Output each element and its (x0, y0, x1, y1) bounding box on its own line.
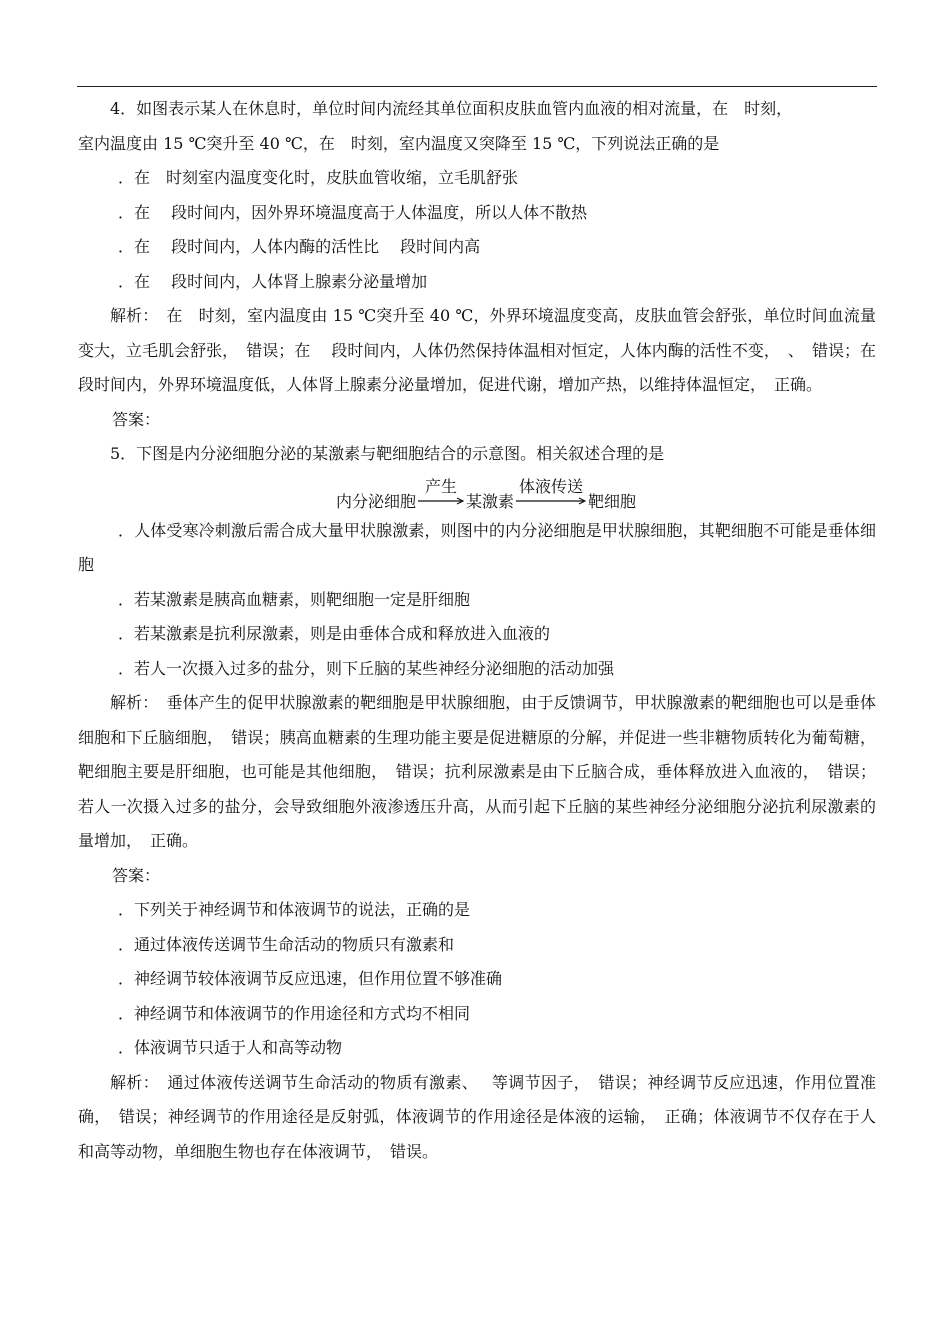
arrow-right-icon (418, 497, 464, 505)
header-rule (77, 86, 877, 87)
q4-option-a: ．在 时刻室内温度变化时，皮肤血管收缩，立毛肌舒张 (118, 168, 519, 187)
q6-stem: ．下列关于神经调节和体液调节的说法，正确的是 (118, 900, 471, 919)
flow-node-target-cell: 靶细胞 (588, 491, 637, 511)
flow-arrow-transport (516, 478, 586, 514)
q4-answer: 答案： (112, 409, 161, 429)
flow-node-endocrine-cell: 内分泌细胞 (336, 491, 417, 511)
q5-option-b: ．若某激素是胰高血糖素，则靶细胞一定是肝细胞 (118, 589, 471, 609)
q6-analysis: 解析： 通过体液传送调节生命活动的物质有激素、 等调节因子， 错误；神经调节反应迅速，作用位置准确， 错误；神经调节的作用途径是反射弧，体液调节的作用途径是体液的运输， 正确；体液调节不仅存在于人和高等动物，单细胞生物也存在体液调节， 错误。 (78, 1072, 876, 1161)
q5-option-d: ．若人一次摄入过多的盐分，则下丘脑的某些神经分泌细胞的活动加强 (118, 658, 615, 678)
q4-stem-line1: 4．如图表示某人在休息时，单位时间内流经其单位面积皮肤血管内血液的相对流量，在 时刻， (110, 99, 793, 118)
flow-node-hormone: 某激素 (466, 491, 515, 511)
q5-stem: 5．下图是内分泌细胞分泌的某激素与靶细胞结合的示意图。相关叙述合理的是 (110, 444, 665, 463)
q4-analysis: 解析： 在 时刻，室内温度由 15 ℃突升至 40 ℃，外界环境温度变高，皮肤血管会舒张，单位时间血流量变大，立毛肌会舒张， 错误；在 段时间内，人体仍然保持体温相对恒定，人体内酶的活性不变， 、 错误；在 段时间内，外界环境温度低，人体肾上腺素分泌量增加，促进代谢，增加产热，以维持体温恒定， 正确。 (78, 306, 898, 394)
q5-flow-diagram (78, 472, 876, 514)
q4-option-c: ．在 段时间内，人体内酶的活性比 段时间内高 (118, 237, 481, 256)
flow-arrow-produce-label: 产生 (424, 476, 457, 496)
q4-option-d: ．在 段时间内，人体肾上腺素分泌量增加 (118, 271, 428, 291)
q6-option-c: ．神经调节和体液调节的作用途径和方式均不相同 (118, 1003, 471, 1023)
q5-answer: 答案： (112, 865, 161, 885)
flow-arrow-transport-label: 体液传送 (518, 476, 583, 496)
flow-arrow-produce (418, 478, 464, 514)
q6-option-b: ．神经调节较体液调节反应迅速，但作用位置不够准确 (118, 969, 503, 988)
q6-option-a: ．通过体液传送调节生命活动的物质只有激素和 (118, 934, 455, 954)
q6-option-d: ．体液调节只适于人和高等动物 (118, 1038, 343, 1057)
document-body (78, 92, 898, 1169)
q4-option-b: ．在 段时间内，因外界环境温度高于人体温度，所以人体不散热 (118, 202, 588, 222)
q5-option-a: ．人体受寒冷刺激后需合成大量甲状腺激素，则图中的内分泌细胞是甲状腺细胞，其靶细胞不可能是垂体细胞 (78, 520, 876, 574)
q4-stem-line2: 室内温度由 15 ℃突升至 40 ℃，在 时刻，室内温度又突降至 15 ℃，下列说法正确的是 (78, 133, 720, 153)
q5-option-c: ．若某激素是抗利尿激素，则是由垂体合成和释放进入血液的 (118, 624, 551, 643)
q5-analysis: 解析： 垂体产生的促甲状腺激素的靶细胞是甲状腺细胞，由于反馈调节，甲状腺激素的靶细胞也可以是垂体细胞和下丘脑细胞， 错误；胰高血糖素的生理功能主要是促进糖原的分解，并促进一些非糖物质转化为葡萄糖，靶细胞主要是肝细胞，也可能是其他细胞， 错误；抗利尿激素是由下丘脑合成，垂体释放进入血液的， 错误；若人一次摄入过多的盐分，会导致细胞外液渗透压升高，从而引起下丘脑的某些神经分泌细胞分泌抗利尿激素的量增加， 正确。 (78, 693, 876, 850)
arrow-right-icon (516, 497, 586, 505)
